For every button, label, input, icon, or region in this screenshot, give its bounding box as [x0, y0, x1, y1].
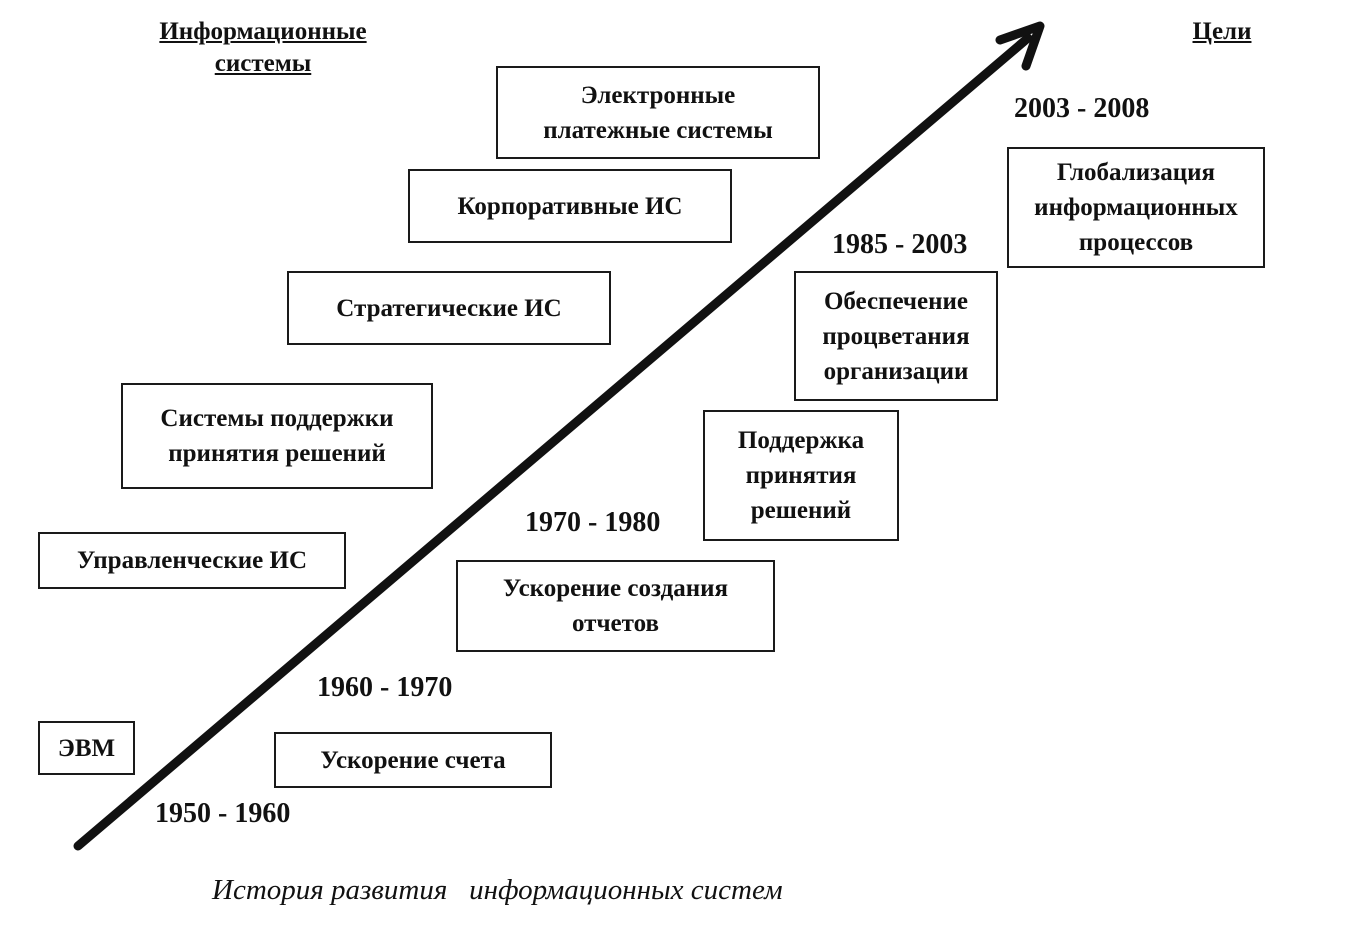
header-information-systems: Информационные системы [159, 18, 367, 77]
goal-decision-support: Поддержка принятия решений [703, 410, 899, 541]
info-system-management-is: Управленческие ИС [38, 532, 346, 589]
goal-speed-up-reports: Ускорение создания отчетов [456, 560, 775, 652]
info-system-electronic-payment: Электронные платежные системы [496, 66, 820, 159]
goal-globalization: Глобализация информационных процессов [1007, 147, 1265, 268]
period-1970-1980: 1970 - 1980 [525, 507, 661, 538]
info-system-strategic-is: Стратегические ИС [287, 271, 611, 345]
info-system-corporate-is: Корпоративные ИС [408, 169, 732, 243]
period-1985-2003: 1985 - 2003 [832, 229, 968, 260]
info-system-decision-support: Системы поддержки принятия решений [121, 383, 433, 489]
period-1960-1970: 1960 - 1970 [317, 672, 453, 703]
period-1950-1960: 1950 - 1960 [155, 798, 291, 829]
goal-speed-up-calculation: Ускорение счета [274, 732, 552, 788]
header-goals: Цели [1192, 18, 1252, 45]
info-system-computer: ЭВМ [38, 721, 135, 775]
period-2003-2008: 2003 - 2008 [1014, 93, 1150, 124]
goal-organization-prosperity: Обеспечение процветания организации [794, 271, 998, 401]
diagram-caption: История развития информационных систем [212, 874, 783, 906]
